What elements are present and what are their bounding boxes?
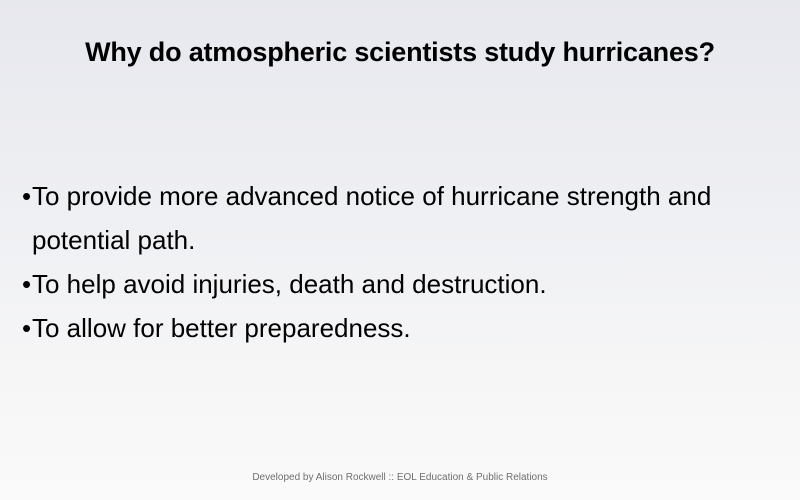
bullet-marker: • — [22, 313, 32, 343]
bullet-text: To allow for better preparedness. — [32, 313, 411, 343]
bullet-item-preparedness — [22, 306, 782, 350]
bullet-item-avoid-injuries — [22, 262, 782, 306]
bullet-list — [22, 174, 782, 350]
bullet-item-advanced-notice — [22, 174, 782, 262]
slide-footer: Developed by Alison Rockwell :: EOL Education & Public Relations — [252, 472, 548, 483]
slide-title: Why do atmospheric scientists study hurricanes? — [85, 37, 715, 67]
bullet-marker: • — [22, 181, 32, 211]
bullet-text: To provide more advanced notice of hurricane strength and potential path. — [32, 181, 712, 255]
bullet-marker: • — [22, 269, 32, 299]
bullet-text: To help avoid injuries, death and destruction. — [32, 269, 547, 299]
